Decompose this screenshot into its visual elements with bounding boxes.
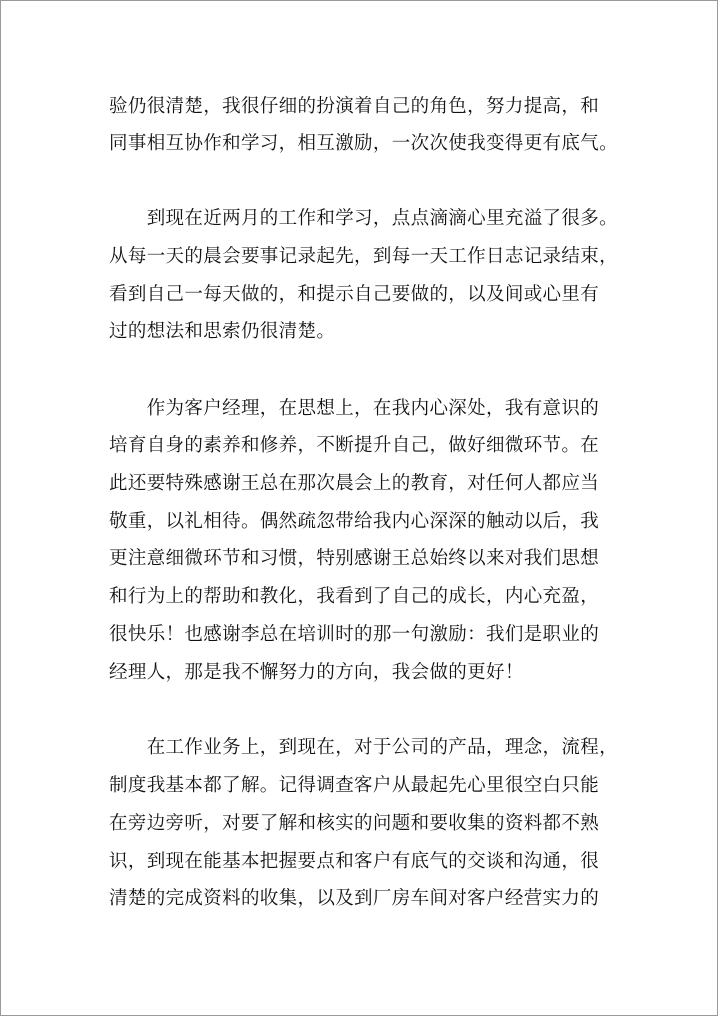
- paragraph-3-line-1: 作为客户经理，在思想上，在我内心深处，我有意识的: [109, 398, 600, 419]
- paragraph-3-line-5: 更注意细微环节和习惯，特别感谢王总始终以来对我们思想: [109, 548, 600, 569]
- paragraph-4-line-1: 在工作业务上，到现在，对于公司的产品，理念，流程，: [109, 737, 618, 758]
- paragraph-4-line-3: 在旁边旁听，对要了解和核实的问题和要收集的资料都不熟: [109, 813, 600, 834]
- paragraph-3-line-2: 培育自身的素养和修养，不断提升自己，做好细微环节。在: [109, 435, 600, 456]
- paragraph-2-line-1: 到现在近两月的工作和学习，点点滴滴心里充溢了很多。: [109, 208, 618, 229]
- paragraph-4-line-2: 制度我基本都了解。记得调查客户从最起先心里很空白只能: [109, 775, 600, 796]
- paragraph-2-line-2: 从每一天的晨会要事记录起先，到每一天工作日志记录结束，: [109, 246, 618, 267]
- paragraph-4-line-5: 清楚的完成资料的收集，以及到厂房车间对客户经营实力的: [109, 888, 600, 909]
- paragraph-3-line-3: 此还要特殊感谢王总在那次晨会上的教育，对任何人都应当: [109, 473, 600, 494]
- paragraph-4-line-4: 识，到现在能基本把握要点和客户有底气的交谈和沟通，很: [109, 851, 600, 872]
- paragraph-2-line-3: 看到自己一每天做的，和提示自己要做的，以及间或心里有: [109, 284, 600, 305]
- paragraph-1-line-2: 同事相互协作和学习，相互激励，一次次使我变得更有底气。: [109, 133, 618, 154]
- paragraph-3-line-6: 和行为上的帮助和教化，我看到了自己的成长，内心充盈，: [109, 586, 600, 607]
- paragraph-1-line-1: 验仍很清楚，我很仔细的扮演着自己的角色，努力提高，和: [109, 96, 600, 117]
- paragraph-3-line-8: 经理人，那是我不懈努力的方向，我会做的更好！: [109, 662, 524, 683]
- paragraph-3-line-4: 敬重，以礼相待。偶然疏忽带给我内心深深的触动以后，我: [109, 511, 600, 532]
- paragraph-2-line-4: 过的想法和思索仍很清楚。: [109, 321, 336, 342]
- paragraph-3-line-7: 很快乐！也感谢李总在培训时的那一句激励：我们是职业的: [109, 624, 600, 645]
